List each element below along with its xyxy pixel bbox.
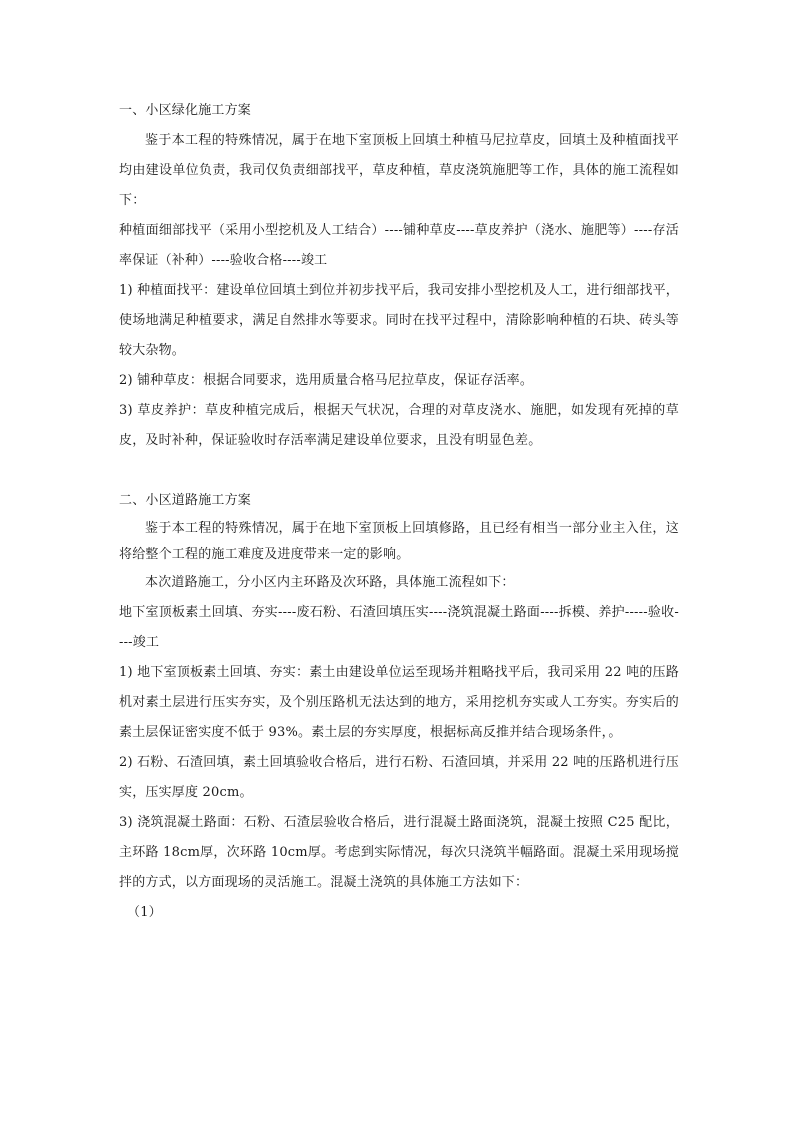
section1-step-1: 1) 种植面找平：建设单位回填土到位并初步找平后，我司安排小型挖机及人工，进行细部找平，使场地满足种植要求，满足自然排水等要求。同时在找平过程中，清除影响种植的石块、砖头等较大杂物。 (119, 283, 679, 358)
section1-step-3: 3) 草皮养护：草皮种植完成后，根据天气状况，合理的对草皮浇水、施肥，如发现有死掉的草皮，及时补种，保证验收时存活率满足建设单位要求，且没有明显色差。 (119, 403, 679, 448)
section1-heading: 一、小区绿化施工方案 (119, 103, 252, 118)
document-page (119, 96, 679, 928)
section-gap (119, 456, 679, 486)
section2-scope: 本次道路施工，分小区内主环路及次环路，具体施工流程如下： (145, 575, 515, 590)
section2-step-1: 1) 地下室顶板素土回填、夯实：素土由建设单位运至现场并粗略找平后，我司采用 22 吨的压路机对素土层进行压实夯实，及个别压路机无法达到的地方，采用挖机夯实或人工夯实。夯实后的素土层保证密实度不低于 93%。素土层的夯实厚度，根据标高反推并结合现场条件，。 (119, 665, 679, 740)
section1-flow: 种植面细部找平（采用小型挖机及人工结合）----铺种草皮----草皮养护（浇水、施肥等）----存活率保证（补种）----验收合格----竣工 (119, 223, 679, 268)
section2-flow: 地下室顶板素土回填、夯实----废石粉、石渣回填压实----浇筑混凝土路面----拆模、养护-----验收----竣工 (119, 605, 679, 650)
section1-intro: 鉴于本工程的特殊情况，属于在地下室顶板上回填土种植马尼拉草皮，回填土及种植面找平均由建设单位负责，我司仅负责细部找平，草皮种植，草皮浇筑施肥等工作，具体的施工流程如下： (119, 133, 679, 208)
section1-step-2: 2) 铺种草皮：根据合同要求，选用质量合格马尼拉草皮，保证存活率。 (119, 373, 534, 388)
section2-step-3: 3) 浇筑混凝土路面：石粉、石渣层验收合格后，进行混凝土路面浇筑，混凝土按照 C25 配比，主环路 18cm厚，次环路 10cm厚。考虑到实际情况，每次只浇筑半幅路面。混凝土采用现场搅拌的方式，以方面现场的灵活施工。混凝土浇筑的具体施工方法如下： (119, 815, 679, 890)
section2-step-2: 2) 石粉、石渣回填，素土回填验收合格后，进行石粉、石渣回填，并采用 22 吨的压路机进行压实，压实厚度 20cm。 (119, 755, 679, 800)
section2-intro: 鉴于本工程的特殊情况，属于在地下室顶板上回填修路，且已经有相当一部分业主入住，这将给整个工程的施工难度及进度带来一定的影响。 (119, 521, 679, 562)
section2-heading: 二、小区道路施工方案 (119, 493, 252, 508)
section2-substep-1: （1） (127, 905, 162, 920)
